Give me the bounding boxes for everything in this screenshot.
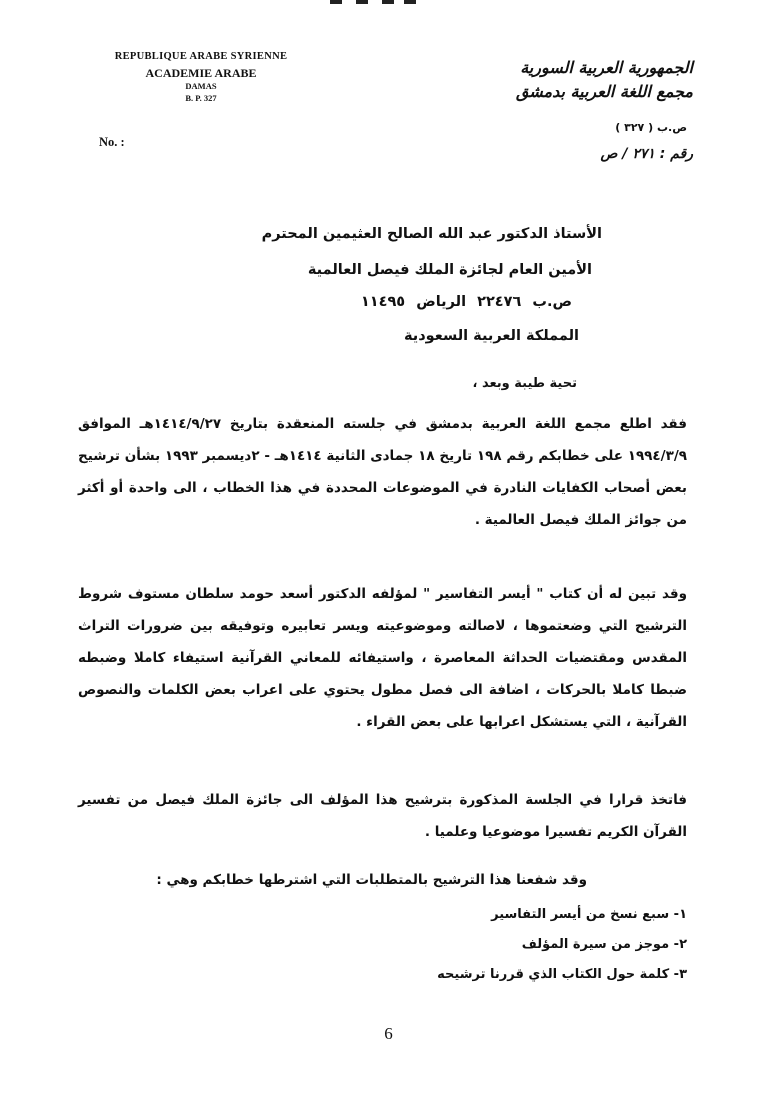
list-intro: وقد شفعنا هذا الترشيح بالمتطلبات التي اشترطها خطابكم وهي : xyxy=(156,872,587,888)
letterhead-pobox: B. P. 327 xyxy=(185,93,217,104)
list-item: ٢- موجز من سيرة المؤلف xyxy=(521,937,687,952)
list-item: ٣- كلمة حول الكتاب الذي قررنا ترشيحه xyxy=(437,967,687,982)
letterhead-arabic xyxy=(516,56,693,104)
letterhead-academy: ACADEMIE ARABE xyxy=(145,65,257,80)
list-item: ١- سبع نسخ من أيسر التفاسير xyxy=(491,907,687,922)
top-edge-marks xyxy=(330,0,420,6)
reference-number-arabic: رقم : ٢٧١ / ص xyxy=(600,146,693,162)
addressee-pobox: ص.ب ٢٢٤٧٦ الرياض ١١٤٩٥ xyxy=(360,294,572,310)
letterhead-arabic-academy: مجمع اللغة العربية بدمشق xyxy=(515,82,693,101)
addressee-name: الأستاذ الدكتور عبد الله الصالح العثيمين المحترم xyxy=(261,226,602,242)
addressee-country: المملكة العربية السعودية xyxy=(404,328,579,344)
reference-number-label: No. : xyxy=(99,135,125,149)
addressee-title: الأمين العام لجائزة الملك فيصل العالمية xyxy=(307,262,592,278)
letterhead-arabic-pobox: ص.ب ( ٣٢٧ ) xyxy=(615,121,687,134)
requirements-list xyxy=(287,900,687,990)
paragraph-book-assessment: وقد تبين له أن كتاب " أيسر التفاسير " لمؤلفه الدكتور أسعد حومد سلطان مستوف شروط الترشيح التي وضعتموها ، لاصالته وموضوعيته ويسر تعابيره وتوفيقه بين ضرورات التراث المقدس ومقتضيات الحداثة المعاصرة ، واستيفائه للمعاني القرآنية استيفاء كاملا وضبطه ضبطا كاملا بالحركات ، اضافة الى فصل مطول يحتوي على اعراب بعض الكلمات والنصوص القرآنية ، التي يستشكل اعرابها على بعض القراء . xyxy=(78,586,687,730)
letterhead-arabic-country: الجمهورية العربية السورية xyxy=(520,58,693,77)
page-number: 6 xyxy=(384,1024,393,1043)
letterhead-city: DAMAS xyxy=(185,81,217,92)
paragraph-nomination-decision: فاتخذ قرارا في الجلسة المذكورة بترشيح هذا المؤلف الى جائزة الملك فيصل من تفسير القرآن الكريم تفسيرا موضوعيا وعلميا . xyxy=(78,792,687,840)
paragraph-decision-context: فقد اطلع مجمع اللغة العربية بدمشق في جلسته المنعقدة بتاريخ ١٤١٤/٩/٢٧هـ الموافق ١٩٩٤/٣/٩ على خطابكم رقم ١٩٨ تاريخ ١٨ جمادى الثانية ١٤١٤هـ - ٢ديسمبر ١٩٩٣ بشأن ترشيح بعض أصحاب الكفايات النادرة في الموضوعات المحددة في هذا الخطاب ، الى واحدة أو أكثر من جوائز الملك فيصل العالمية . xyxy=(78,416,688,528)
greeting: تحية طيبة وبعد ، xyxy=(472,376,577,391)
letterhead-french xyxy=(96,50,306,105)
letterhead-country: REPUBLIQUE ARABE SYRIENNE xyxy=(114,51,288,62)
